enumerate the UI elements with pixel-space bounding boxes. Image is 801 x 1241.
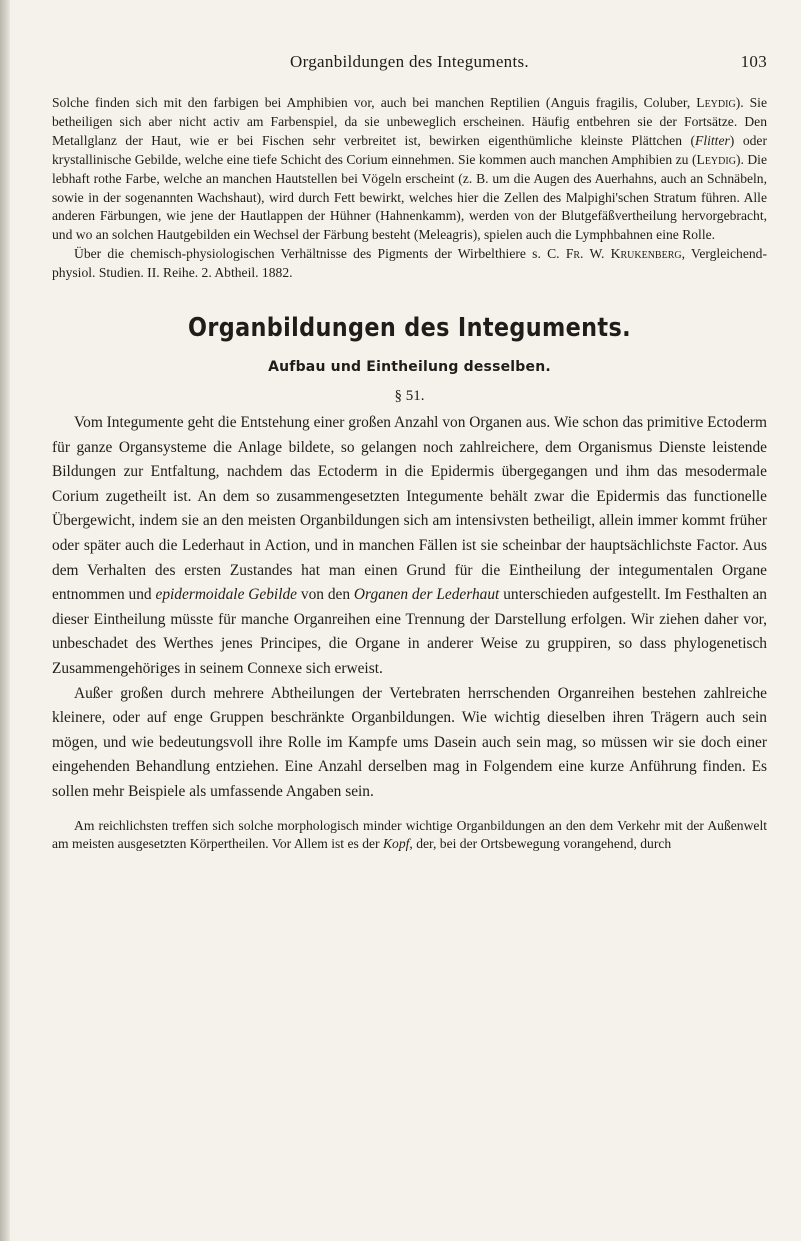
intro-paragraph-1: Solche finden sich mit den farbigen bei Amphibien vor, auch bei manchen Reptilien (Anguis fragilis, Coluber, Leydig). Sie betheiligen sich aber nicht activ am Farbenspiel, da sie unbeweglich erscheinen. Häufig entbehren sie der Fortsätze. Den Metallglanz der Haut, wie er bei Fischen sehr verbreitet ist, bewirken eigenthümliche kleinste Plättchen (Flitter) oder krystallinische Gebilde, welche eine tiefe Schicht des Corium einnehmen. Sie kommen auch manchen Amphibien zu (Leydig). Die lebhaft rothe Farbe, welche an manchen Hautstellen bei Vögeln erscheint (z. B. um die Augen des Auerhahns, auch an Schnäbeln, sowie in der sogenannten Wachshaut), wird durch Fett bewirkt, welches hier die Zellen des Malpighi'schen Stratum führen. Alle anderen Färbungen, wie jene der Hautlappen der Hühner (Hahnenkamm), werden von der Blutgefäßvertheilung hervorgebracht, und wo an solchen Hautgebilden ein Wechsel der Färbung besteht (Meleagris), spielen auch die Lymphbahnen eine Rolle. (52, 95, 767, 243)
book-spine-shadow (0, 0, 10, 1241)
closing-paragraph: Am reichlichsten treffen sich solche morphologisch minder wichtige Organbildungen an den dem Verkehr mit der Außenwelt am meisten ausgesetzten Körpertheilen. Vor Allem ist es der Kopf, der, bei der Ortsbewegung vorangehend, durch (52, 817, 767, 852)
intro-small-print (52, 94, 767, 283)
chapter-subheading: Aufbau und Eintheilung desselben. (268, 359, 551, 376)
term-organen-der-lederhaut: Organen der Lederhaut (353, 586, 500, 604)
chapter-title: Organbildungen des Integuments. (188, 313, 631, 344)
page-number: 103 (740, 52, 767, 71)
closing-small-print (52, 817, 767, 855)
body-paragraph-2: Außer großen durch mehrere Abtheilungen der Vertebraten herrschenden Organreihen bestehen zahlreiche kleinere, oder auf enge Gruppen beschränkte Organbildungen. Wie wichtig dieselben ihren Trägern auch sein mögen, und wie bedeutungsvoll ihre Rolle im Kampfe ums Dasein auch sein mag, so müssen wir sie doch einer eingehenden Behandlung entziehen. Eine Anzahl derselben mag in Folgendem eine kurze Anführung finden. Es sollen mehr Beispiele als umfassende Angaben sein. (52, 684, 767, 800)
term-flitter: Flitter (695, 132, 730, 148)
running-head-title: Organbildungen des Integuments. (290, 52, 529, 71)
author-leydig: Leydig (696, 95, 736, 110)
author-krukenberg: Fr. W. Krukenberg (565, 246, 682, 262)
body-paragraph-1: Vom Integumente geht die Entstehung einer großen Anzahl von Organen aus. Wie schon das primitive Ectoderm für ganze Organsysteme die Anlage bildete, so gelangen noch zahlreichere, dem Organismus Dienste leistende Bildungen zur Entfaltung, nachdem das Ectoderm in die Epidermis übergegangen und ihm das mesodermale Corium zugetheilt ist. An dem so zusammengesetzten Integumente behält zwar die Epidermis das functionelle Übergewicht, indem sie an den meisten Organbildungen sich am intensivsten betheiligt, allein immer kommt früher oder später auch die Lederhaut in Action, und in manchen Fällen ist sie scheinbar der hauptsächlichste Factor. Aus dem Verhalten des ersten Zustandes hat man einen Grund für die Eintheilung der integumentalen Organe entnommen und epidermoidale Gebilde von den Organen der Lederhaut unterschieden aufgestellt. Im Festhalten an dieser Eintheilung müsste für manche Organreihen eine Trennung der Darstellung erfolgen. Wir ziehen daher vor, unbeschadet des Werthes jenes Principes, die Organe in anderer Weise zu gruppiren, so dass phylogenetisch Zusammengehöriges in seinem Connexe sich erweist. (52, 414, 767, 677)
main-text (52, 411, 767, 805)
running-head (52, 52, 767, 76)
intro-paragraph-2: Über die chemisch-physiologischen Verhältnisse des Pigments der Wirbelthiere s. C. Fr. W. Krukenberg, Vergleichend-physiol. Studien. II. Reihe. 2. Abtheil. 1882. (52, 246, 768, 281)
book-page (52, 0, 767, 1241)
author-leydig: Leydig (696, 151, 736, 167)
section-mark: § 51. (394, 388, 425, 405)
term-kopf: Kopf (382, 836, 410, 852)
term-epidermoidale-gebilde: epidermoidale Gebilde (155, 586, 297, 604)
